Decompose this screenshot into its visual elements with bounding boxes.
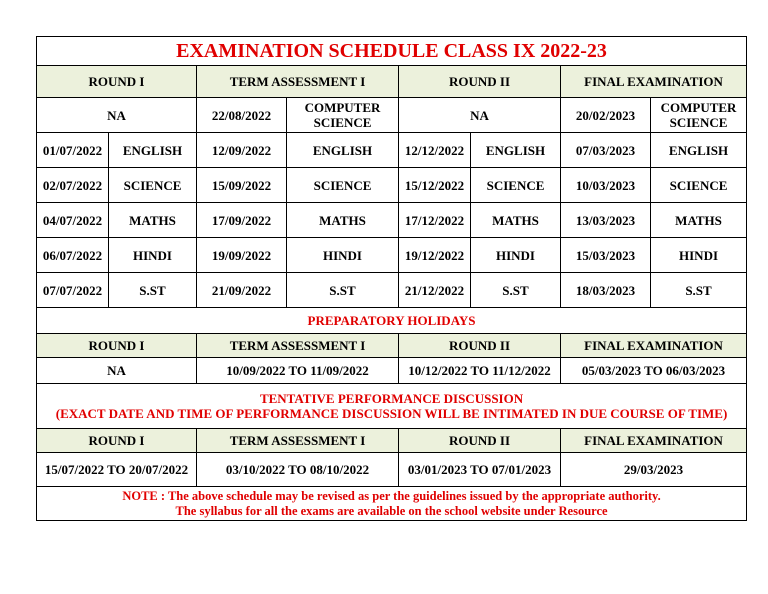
header-round-2: ROUND II bbox=[399, 334, 561, 358]
term-date: 15/09/2022 bbox=[197, 168, 287, 203]
round-1-date: 06/07/2022 bbox=[37, 238, 109, 273]
round-1-subject: HINDI bbox=[109, 238, 197, 273]
round-2-subject: S.ST bbox=[471, 273, 561, 308]
note bbox=[37, 487, 747, 521]
term-date: 17/09/2022 bbox=[197, 203, 287, 238]
final-subject: SCIENCE bbox=[651, 168, 747, 203]
final-subject: HINDI bbox=[651, 238, 747, 273]
header-round-2: ROUND II bbox=[399, 66, 561, 98]
discussion-term-1: 03/10/2022 TO 08/10/2022 bbox=[197, 453, 399, 487]
round-2-subject: SCIENCE bbox=[471, 168, 561, 203]
round-1-date: 01/07/2022 bbox=[37, 133, 109, 168]
exam-schedule-table bbox=[36, 36, 747, 521]
term-subject: S.ST bbox=[287, 273, 399, 308]
term-subject: ENGLISH bbox=[287, 133, 399, 168]
table-row bbox=[37, 133, 747, 168]
final-subject: S.ST bbox=[651, 273, 747, 308]
header-final-examination: FINAL EXAMINATION bbox=[561, 429, 747, 453]
final-subject: MATHS bbox=[651, 203, 747, 238]
round-2-first-value: NA bbox=[399, 98, 561, 133]
round-1-first-value: NA bbox=[37, 98, 197, 133]
header-term-assessment-1: TERM ASSESSMENT I bbox=[197, 429, 399, 453]
table-row bbox=[37, 273, 747, 308]
preparatory-round-1: NA bbox=[37, 358, 197, 384]
preparatory-term-1: 10/09/2022 TO 11/09/2022 bbox=[197, 358, 399, 384]
round-1-date: 07/07/2022 bbox=[37, 273, 109, 308]
performance-discussion-title: TENTATIVE PERFORMANCE DISCUSSION bbox=[259, 391, 524, 406]
performance-discussion-heading bbox=[37, 384, 747, 429]
round-2-subject: ENGLISH bbox=[471, 133, 561, 168]
discussion-round-1: 15/07/2022 TO 20/07/2022 bbox=[37, 453, 197, 487]
final-date: 07/03/2023 bbox=[561, 133, 651, 168]
final-subject: ENGLISH bbox=[651, 133, 747, 168]
round-1-subject: SCIENCE bbox=[109, 168, 197, 203]
discussion-round-2: 03/01/2023 TO 07/01/2023 bbox=[399, 453, 561, 487]
round-1-subject: MATHS bbox=[109, 203, 197, 238]
term-subject: SCIENCE bbox=[287, 168, 399, 203]
final-first-subject: COMPUTER SCIENCE bbox=[651, 98, 747, 133]
term-date: 12/09/2022 bbox=[197, 133, 287, 168]
page-title: EXAMINATION SCHEDULE CLASS IX 2022-23 bbox=[37, 37, 747, 66]
round-2-subject: HINDI bbox=[471, 238, 561, 273]
final-date: 10/03/2023 bbox=[561, 168, 651, 203]
round-2-subject: MATHS bbox=[471, 203, 561, 238]
round-2-date: 12/12/2022 bbox=[399, 133, 471, 168]
preparatory-holidays-title: PREPARATORY HOLIDAYS bbox=[37, 308, 747, 334]
preparatory-round-2: 10/12/2022 TO 11/12/2022 bbox=[399, 358, 561, 384]
term-subject: MATHS bbox=[287, 203, 399, 238]
performance-discussion-subtitle: (EXACT DATE AND TIME OF PERFORMANCE DISCUSSION WILL BE INTIMATED IN DUE COURSE OF TIME) bbox=[55, 406, 728, 421]
round-1-subject: ENGLISH bbox=[109, 133, 197, 168]
table-row bbox=[37, 203, 747, 238]
discussion-final: 29/03/2023 bbox=[561, 453, 747, 487]
final-date: 13/03/2023 bbox=[561, 203, 651, 238]
round-1-date: 04/07/2022 bbox=[37, 203, 109, 238]
round-1-date: 02/07/2022 bbox=[37, 168, 109, 203]
note-line-2: The syllabus for all the exams are available on the school website under Resource bbox=[175, 503, 608, 518]
round-2-date: 21/12/2022 bbox=[399, 273, 471, 308]
preparatory-row bbox=[37, 358, 747, 384]
header-final-examination: FINAL EXAMINATION bbox=[561, 334, 747, 358]
final-date: 15/03/2023 bbox=[561, 238, 651, 273]
header-final-examination: FINAL EXAMINATION bbox=[561, 66, 747, 98]
note-line-1: NOTE : The above schedule may be revised as per the guidelines issued by the appropriate authority. bbox=[122, 488, 661, 503]
discussion-row bbox=[37, 453, 747, 487]
header-round-1: ROUND I bbox=[37, 66, 197, 98]
term-first-date: 22/08/2022 bbox=[197, 98, 287, 133]
round-1-subject: S.ST bbox=[109, 273, 197, 308]
round-2-date: 17/12/2022 bbox=[399, 203, 471, 238]
final-first-date: 20/02/2023 bbox=[561, 98, 651, 133]
table-row bbox=[37, 168, 747, 203]
header-round-1: ROUND I bbox=[37, 429, 197, 453]
term-subject: HINDI bbox=[287, 238, 399, 273]
term-first-subject: COMPUTER SCIENCE bbox=[287, 98, 399, 133]
header-term-assessment-1: TERM ASSESSMENT I bbox=[197, 334, 399, 358]
term-date: 19/09/2022 bbox=[197, 238, 287, 273]
round-2-date: 19/12/2022 bbox=[399, 238, 471, 273]
term-date: 21/09/2022 bbox=[197, 273, 287, 308]
table-row bbox=[37, 238, 747, 273]
final-date: 18/03/2023 bbox=[561, 273, 651, 308]
round-2-date: 15/12/2022 bbox=[399, 168, 471, 203]
header-round-1: ROUND I bbox=[37, 334, 197, 358]
preparatory-final: 05/03/2023 TO 06/03/2023 bbox=[561, 358, 747, 384]
header-term-assessment-1: TERM ASSESSMENT I bbox=[197, 66, 399, 98]
header-round-2: ROUND II bbox=[399, 429, 561, 453]
